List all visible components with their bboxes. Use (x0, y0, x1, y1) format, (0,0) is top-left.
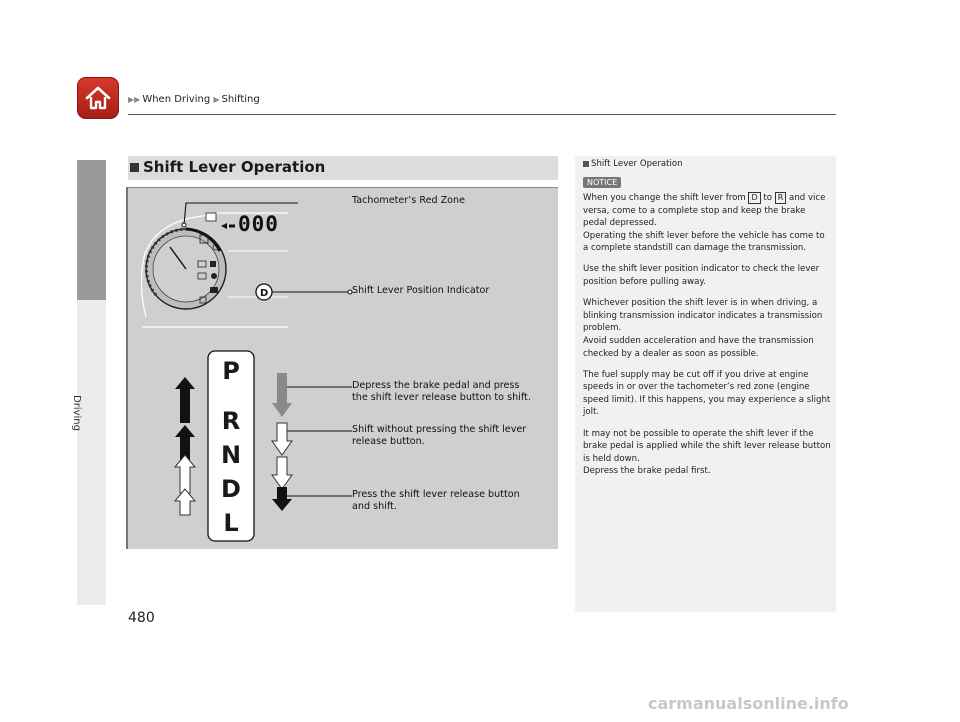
gear-r: R (221, 407, 241, 435)
note-paragraph: It may not be possible to operate the shift lever if the brake pedal is applied while the shift lever release button is held down. Depress the brake pedal first. (583, 428, 831, 477)
chapter-tab-label: Driving (71, 395, 82, 431)
callout-without-line2: release button. (352, 436, 425, 447)
callout-without-line1: Shift without pressing the shift lever (352, 424, 527, 435)
arrow-down-grey-icon (272, 373, 292, 417)
arrow-down-outline-icon (272, 423, 292, 455)
arrow-down-black-icon (272, 487, 292, 511)
callout-position-indicator: Shift Lever Position Indicator (352, 285, 490, 296)
section-heading (128, 156, 558, 180)
instrument-cluster-illustration (141, 212, 288, 327)
breadcrumb-current: Shifting (221, 94, 260, 105)
callout-press-release (352, 489, 520, 513)
callout-press-line1: Press the shift lever release button (352, 489, 520, 500)
notice-badge: NOTICE (583, 177, 621, 188)
watermark: carmanualsonline.info (648, 694, 849, 713)
callout-shift-without (352, 424, 526, 448)
callout-tachometer: Tachometer’s Red Zone (352, 195, 466, 206)
note-paragraph: When you change the shift lever from D to R and vice versa, come to a complete stop and keep the brake pedal depressed. Operating the shift lever before the vehicle has come to a complete standstill can damage the transmission. (583, 193, 826, 254)
notes-heading-text: Shift Lever Operation (591, 159, 683, 169)
notes-panel (575, 156, 836, 612)
gear-n: N (220, 441, 242, 469)
key-r-icon: R (775, 192, 787, 204)
breadcrumb-arrow-icon: ▶▶ (128, 95, 141, 104)
callout-depress-line2: the shift lever release button to shift. (352, 392, 531, 403)
home-icon (84, 84, 112, 112)
arrow-up-outline-icon (175, 455, 195, 493)
note-paragraph: Use the shift lever position indicator to check the lever position before pulling away. (583, 264, 820, 288)
note-reference-icon (583, 161, 589, 167)
callout-depress-line1: Depress the brake pedal and press (352, 380, 520, 391)
gear-l: L (223, 509, 239, 537)
section-title: Shift Lever Operation (143, 158, 326, 176)
position-indicator-letter: D (260, 288, 269, 299)
note-paragraph: The fuel supply may be cut off if you drive at engine speeds in or over the tachometer’s red zone (engine speed limit). If this happens, you may experience a slight jolt. (583, 369, 831, 418)
chapter-strip (77, 300, 106, 605)
odometer-display: 000 (238, 212, 279, 236)
arrow-up-outline-icon (175, 489, 195, 515)
header-divider (128, 114, 836, 115)
home-button[interactable] (77, 77, 119, 119)
gear-p: P (222, 357, 240, 385)
callout-press-line2: and shift. (352, 501, 397, 512)
shift-lever-diagram (128, 187, 558, 549)
chapter-tab[interactable] (77, 160, 106, 300)
notes-body (583, 192, 831, 486)
gear-d: D (221, 475, 241, 503)
section-bullet-icon (130, 163, 139, 172)
key-d-icon: D (748, 192, 760, 204)
arrow-down-outline-icon (272, 457, 292, 489)
breadcrumb-arrow-icon: ▶ (213, 95, 220, 104)
note-paragraph: Whichever position the shift lever is in when driving, a blinking transmission indicator indicates a transmission problem. Avoid sudden acceleration and have the transmission checked by a dealer as soon as possible. (583, 298, 823, 359)
breadcrumb (128, 94, 260, 105)
breadcrumb-link-when-driving[interactable]: When Driving (142, 94, 211, 105)
notes-heading (583, 159, 683, 169)
arrow-up-black-icon (175, 377, 195, 423)
callout-depress-brake (352, 380, 531, 404)
page-number: 480 (128, 610, 155, 626)
